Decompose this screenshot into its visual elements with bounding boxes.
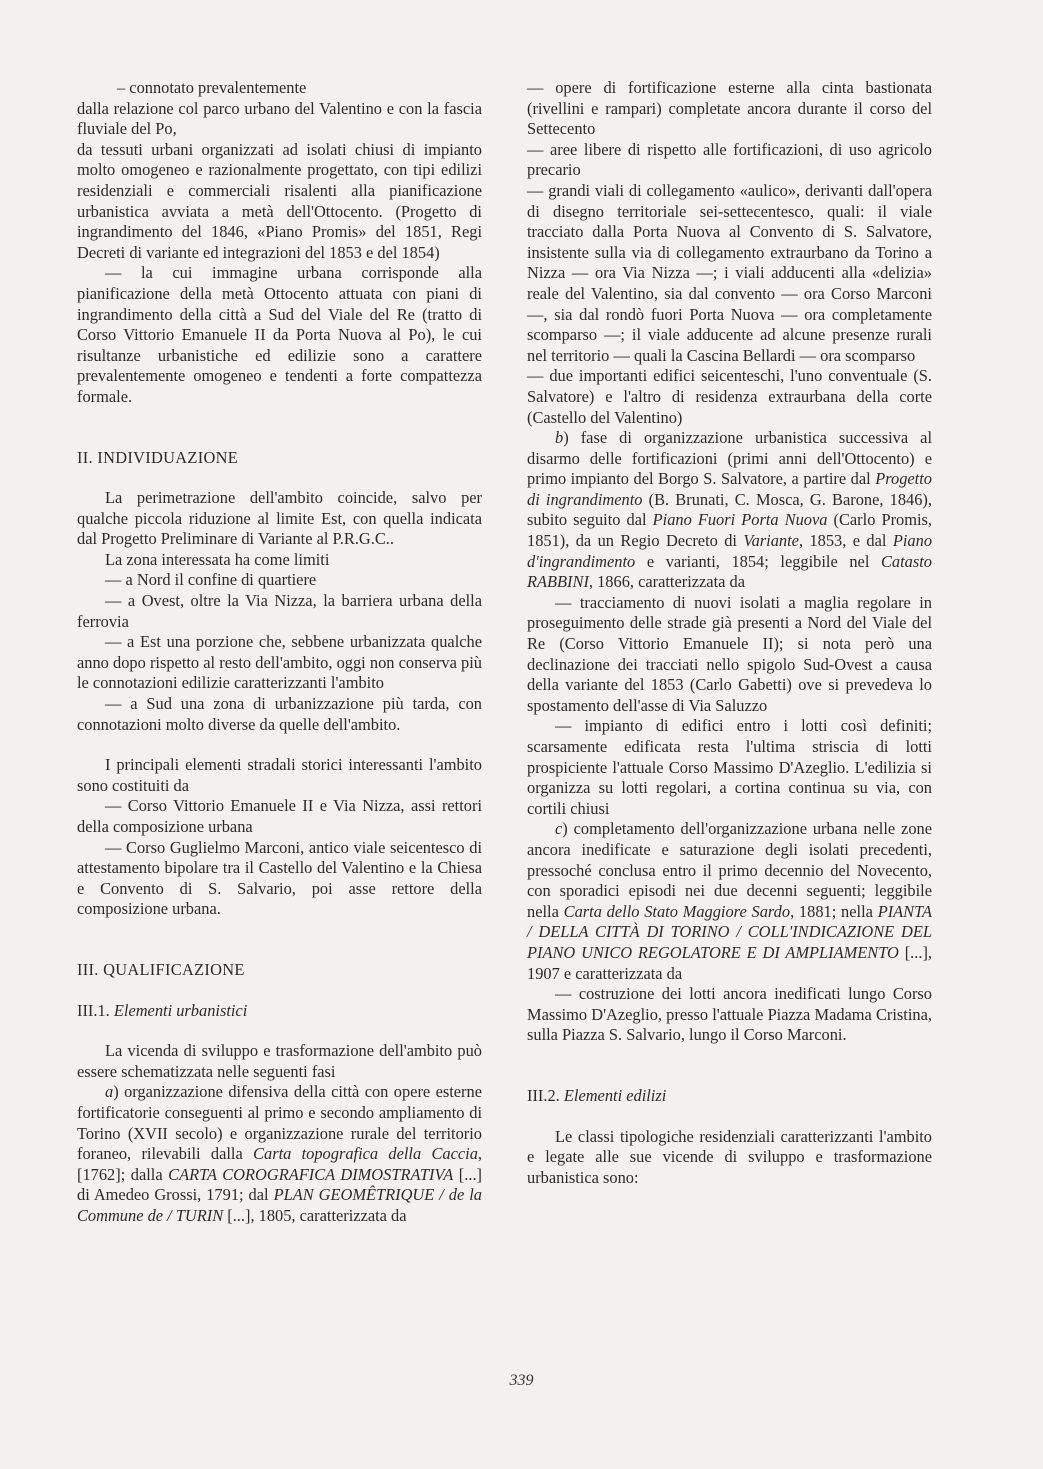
- list-item: — a Ovest, oltre la Via Nizza, la barriera urbana della ferrovia: [77, 591, 482, 631]
- text-run: , 1853, e dal: [798, 531, 893, 551]
- paragraph: – connotato prevalentemente: [117, 78, 307, 97]
- italic-title: Variante: [743, 531, 799, 551]
- italic-title: PIANTA / DELLA CITTÀ DI TORINO / COLL'INDICAZIONE DEL PIANO UNICO REGOLATORE E DI AMPLIAMENTO: [527, 901, 933, 962]
- phase-letter: b: [555, 428, 564, 448]
- text-run: (B. Brunati, C. Mosca, G. Barone, 1846), subito seguito dal: [527, 489, 932, 530]
- italic-title: Piano Fuori Porta Nuova: [652, 510, 828, 530]
- list-item: — opere di fortificazione esterne alla cinta bastionata (rivellini e rampari) completate ancora durante il corso del Settecento: [527, 78, 932, 139]
- list-item: — a Sud una zona di urbanizzazione più tarda, con connotazioni molto diverse da quelle dell'ambito.: [77, 694, 482, 734]
- page-number: 339: [509, 1372, 534, 1389]
- list-item: — tracciamento di nuovi isolati a maglia regolare in proseguimento delle strade già presenti a Nord del Viale del Re (Corso Vittorio Emanuele II); si nota però una declinazione dei tracciati nello spigolo Sud-Ovest a causa della variante del 1853 (Carlo Gabetti) ove si prevedeva lo spostamento dell'asse di Via Saluzzo: [527, 592, 932, 715]
- text-run: , 1866, caratterizzata da: [588, 572, 745, 592]
- text-run: ) fase di organizzazione urbanistica successiva al disarmo delle fortificazioni (primi anni dell'Ottocento) e primo impianto del Borgo S. Salvatore, a partire dal: [527, 428, 932, 489]
- italic-title: CARTA COROGRAFICA DIMOSTRATIVA: [168, 1164, 454, 1184]
- italic-title: Catasto RABBINI: [527, 551, 932, 592]
- text-run: [...], 1907 e caratterizzata da: [527, 942, 933, 983]
- list-item: — due importanti edifici seicenteschi, l'uno conventuale (S. Salvatore) e l'altro di residenza extraurbana della corte (Castello del Valentino): [527, 366, 932, 427]
- text-run: (Carlo Promis, 1851), da un Regio Decreto di: [527, 510, 932, 551]
- text-run: [...], 1805, caratterizzata da: [223, 1205, 407, 1225]
- paragraph-phase-a: [77, 1082, 482, 1226]
- paragraph: I principali elementi stradali storici interessanti l'ambito sono costituiti da: [77, 755, 482, 795]
- italic-title: Carta topografica della Caccia: [253, 1144, 478, 1164]
- text-run: ) organizzazione difensiva della città con opere esterne fortificatorie conseguenti al primo e secondo ampliamento di Torino (XVII secolo) e organizzazione rurale del territorio foraneo, rilevabili dalla: [77, 1082, 482, 1164]
- phase-letter: a: [105, 1082, 114, 1102]
- text-run: , [1762]; dalla: [77, 1144, 482, 1184]
- paragraph: La zona interessata ha come limiti: [105, 549, 330, 569]
- list-item: — grandi viali di collegamento «aulico», derivanti dall'opera di disegno territoriale sei-settecentesco, quali: il viale tracciato dalla Porta Nuova al Convento di S. Salvatore, insistente sulla via di collegamento extraurbano da Torino a Nizza — ora Via Nizza —; i viali adducenti alla «delizia» reale del Valentino, sia dal convento — ora Corso Marconi —, sia dal rondò fuori Porta Nuova — ora completamente scomparso —; il viale adducente ad alcune presenze rurali nel territorio — quali la Cascina Bellardi — ora scomparso: [527, 180, 932, 365]
- subsection-heading: [77, 1001, 482, 1022]
- subsection-heading: [527, 1086, 932, 1107]
- list-item: — costruzione dei lotti ancora inedificati lungo Corso Massimo D'Azeglio, presso l'attuale Piazza Madama Cristina, sulla Piazza S. Salvario, lungo il Corso Marconi.: [527, 984, 932, 1045]
- subsection-title: Elementi urbanistici: [113, 1000, 248, 1020]
- list-item: — Corso Vittorio Emanuele II e Via Nizza, assi rettori della composizione urbana: [77, 796, 482, 836]
- text-run: e varianti, 1854; leggibile nel: [635, 551, 881, 571]
- list-item: — aree libere di rispetto alle fortificazioni, di uso agricolo precario: [527, 139, 932, 180]
- italic-title: PLAN GEOMÊTRIQUE / de la Commune de / TURIN: [77, 1185, 482, 1225]
- right-column: [527, 78, 932, 1188]
- subsection-number: III.1.: [77, 1000, 110, 1020]
- section-heading-individuazione: II. INDIVIDUAZIONE: [77, 447, 239, 467]
- text-run: ) completamento dell'organizzazione urbana nelle zone ancora inedificate e saturazione degli isolati precedenti, pressoché conclusa entro il primo decennio del Novecento, con sporadici episodi nei due decenni seguenti; leggibile nella: [527, 819, 932, 921]
- paragraph-phase-b: [527, 428, 932, 593]
- list-item: — Corso Guglielmo Marconi, antico viale seicentesco di attestamento bipolare tra il Castello del Valentino e la Chiesa e Convento di S. Salvario, poi asse rettore della composizione urbana.: [77, 837, 482, 919]
- paragraph: dalla relazione col parco urbano del Valentino e con la fascia fluviale del Po,: [77, 98, 482, 139]
- paragraph: La perimetrazione dell'ambito coincide, salvo per qualche piccola riduzione al limite Est, con quella indicata dal Progetto Preliminare di Variante al P.R.G.C..: [77, 488, 482, 549]
- phase-letter: c: [555, 819, 563, 839]
- section-heading-qualificazione: III. QUALIFICAZIONE: [77, 959, 245, 979]
- paragraph: La vicenda di sviluppo e trasformazione dell'ambito può essere schematizzata nelle seguenti fasi: [77, 1041, 482, 1081]
- paragraph: Le classi tipologiche residenziali caratterizzanti l'ambito e legate alle sue vicende di sviluppo e trasformazione urbanistica sono:: [527, 1126, 932, 1187]
- text-run: , 1881; nella: [790, 901, 878, 921]
- paragraph-phase-c: [527, 819, 932, 984]
- paragraph: da tessuti urbani organizzati ad isolati chiusi di impianto molto omogeneo e razionalmente progettato, con tipi edilizi residenziali e commerciali risalenti alla pianificazione urbanistica avviata a metà dell'Ottocento. (Progetto di ingrandimento del 1846, «Piano Promis» del 1851, Regi Decreti di variante ed integrazioni del 1853 e del 1854): [77, 139, 482, 262]
- italic-title: Progetto di ingrandimento: [527, 469, 932, 509]
- italic-title: Piano d'ingrandimento: [527, 531, 933, 571]
- list-item: — a Nord il confine di quartiere: [105, 570, 317, 590]
- paragraph: — la cui immagine urbana corrisponde alla pianificazione della metà Ottocento attuata con piani di ingrandimento della città a Sud del Viale del Re (tratto di Corso Vittorio Emanuele II da Porta Nuova al Po), le cui risultanze urbanistiche ed edilizie sono a carattere prevalentemente omogeneo e tendenti a forte compattezza formale.: [77, 263, 482, 406]
- italic-title: Carta dello Stato Maggiore Sardo: [563, 901, 791, 921]
- list-item: — impianto di edifici entro i lotti così definiti; scarsamente edificata resta l'ultima striscia di lotti prospiciente l'attuale Corso Massimo D'Azeglio. L'edilizia si organizza su lotti regolari, a cortina continua su via, con cortili chiusi: [527, 716, 932, 818]
- left-column: [77, 78, 482, 1227]
- subsection-number: III.2.: [527, 1085, 560, 1105]
- text-run: [...] di Amedeo Grossi, 1791; dal: [77, 1164, 482, 1205]
- list-item: — a Est una porzione che, sebbene urbanizzata qualche anno dopo rispetto al resto dell'ambito, oggi non conserva più le connotazioni edilizie caratterizzanti l'ambito: [77, 632, 482, 693]
- subsection-title: Elementi edilizi: [563, 1085, 667, 1105]
